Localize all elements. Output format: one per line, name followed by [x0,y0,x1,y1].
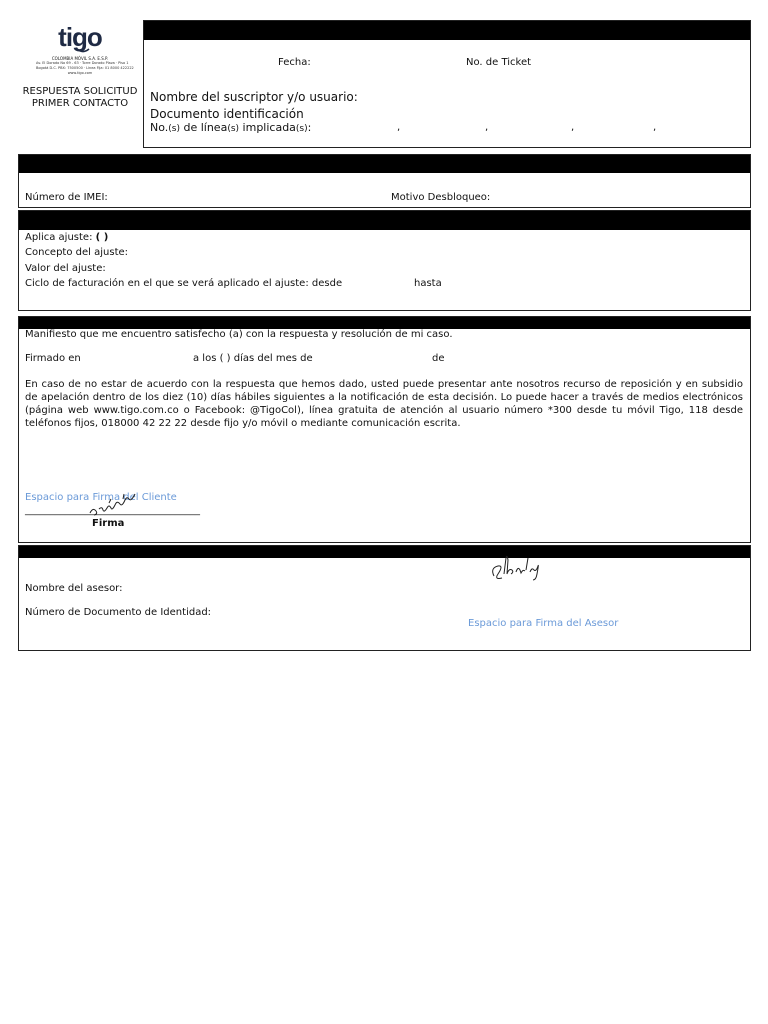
lineas-s2: (s) [227,124,240,134]
comma-1: , [397,122,401,133]
advisor-signature [488,552,544,586]
lineas-mid: de línea [179,121,228,134]
manifiesto-text: Manifiesto que me encuentro satisfecho (a) con la respuesta y resolución de mi caso. [25,329,453,340]
ciclo-label: Ciclo de facturación en el que se verá aplicado el ajuste: desde [25,278,343,289]
lineas-no: No. [150,121,169,134]
hasta-label: hasta [414,278,442,289]
lineas-impl: implicada [239,121,296,134]
concepto-label: Concepto del ajuste: [25,247,129,258]
lineas-s1: (s) [168,124,180,134]
espacio-firma-cliente: Espacio para Firma del Cliente [25,492,177,503]
firmado-en-label: Firmado en [25,353,81,364]
fecha-label: Fecha: [278,57,311,68]
firma-line: ___________________________________ [25,505,200,516]
asesor-bar [19,546,750,558]
doc-title-line2: PRIMER CONTACTO [31,98,129,109]
documento-label: Documento identificación [150,107,304,121]
asesor-section [18,545,751,651]
lineas-s3: (s) [295,124,308,134]
company-city: Bogotá D.C. PBX: 7500500 · Línea Fija: 01 8000 422222 [36,66,134,70]
aplica-ajuste [25,232,108,244]
conformidad-bar [19,317,750,329]
header-bar [144,21,750,40]
imei-label: Número de IMEI: [25,192,108,203]
ajuste-section [18,210,751,311]
comma-4: , [653,122,657,133]
documento-asesor-label: Número de Documento de Identidad: [25,607,212,618]
client-signature [87,489,149,519]
motivo-label: Motivo Desbloqueo: [391,192,491,203]
comma-3: , [571,122,575,133]
a-los-label: a los ( ) días del mes de [193,353,313,364]
tigo-brand: tigo [58,22,102,52]
lineas-colon: : [307,121,312,134]
valor-label: Valor del ajuste: [25,263,106,274]
conformidad-section [18,316,751,543]
recurso-paragraph: En caso de no estar de acuerdo con la respuesta que hemos dado, usted puede presentar ante nosotros recurso de reposición y en subsidio de apelación dentro de los diez (10) días hábiles siguientes a la notificación de esta decisión. Lo puede hacer a través de medios electrónicos (página web www.tigo.com.co o Facebook: @TigoCol), línea gratuita de atención al usuario número *300 desde tu móvil Tigo, 118 desde teléfonos fijos, 018000 42 22 22 desde fijo y/o móvil o mediante comunicación escrita. [25,379,743,429]
doc-title-line1: RESPUESTA SOLICITUD [22,86,138,97]
tigo-logo [36,22,134,84]
de-label: de [432,353,445,364]
company-address: Av. El Dorado No 69 - 63 · Torre Dorado Plaza · Piso 1 [36,61,129,65]
company-web: www.tigo.com [67,71,93,75]
nombre-asesor-label: Nombre del asesor: [25,583,123,594]
suscriptor-label: Nombre del suscriptor y/o usuario: [150,90,358,104]
imei-bar [19,155,750,173]
imei-section [18,154,751,208]
aplica-label: Aplica ajuste: [25,232,93,243]
ajuste-bar [19,211,750,230]
tigo-smile-icon [76,48,90,54]
header-section [143,20,751,148]
firma-label: Firma [92,518,125,529]
company-name: COLOMBIA MÓVIL S.A. E.S.P. [51,56,109,61]
aplica-value: ( ) [95,232,109,243]
comma-2: , [485,122,489,133]
ticket-label: No. de Ticket [466,57,532,68]
lineas-label [150,121,311,136]
espacio-firma-asesor: Espacio para Firma del Asesor [468,618,619,629]
